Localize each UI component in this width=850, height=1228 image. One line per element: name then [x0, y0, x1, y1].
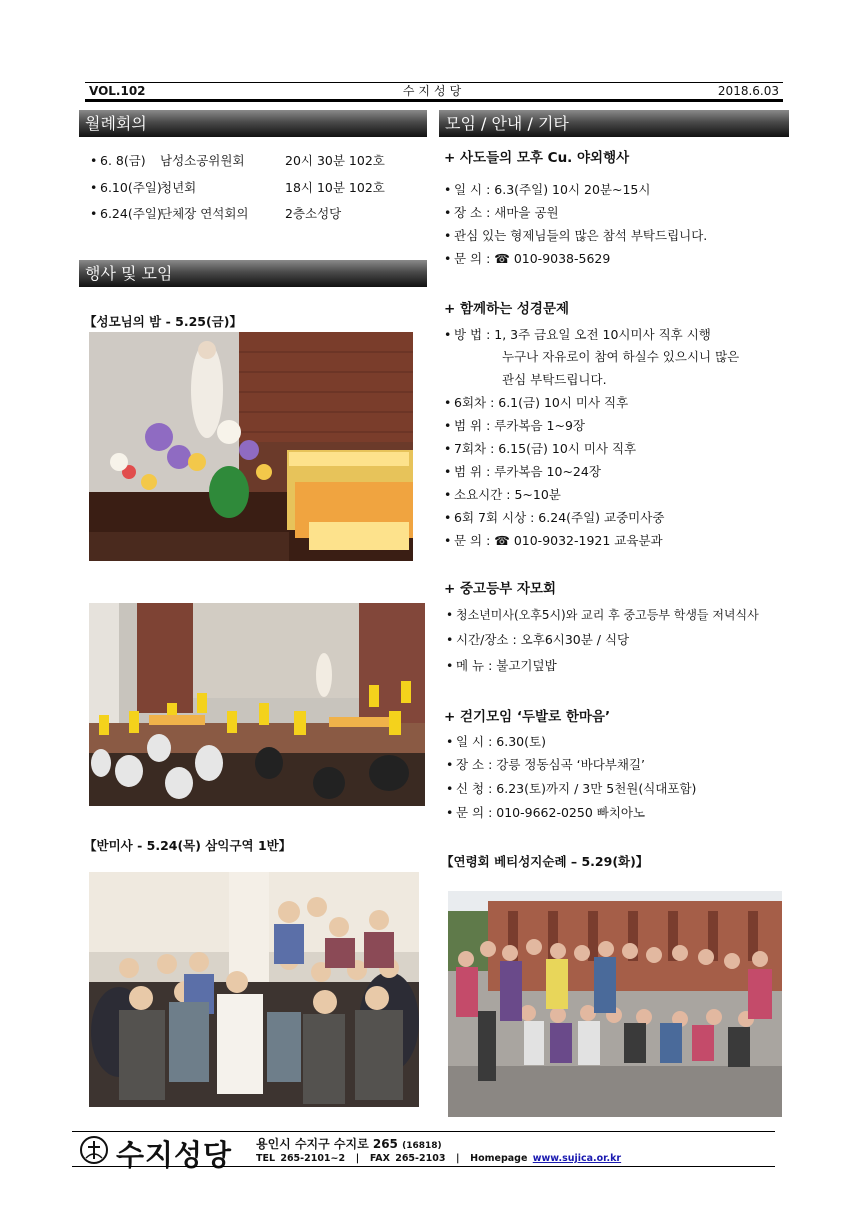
item-text: 범 위 : 루카복음 10~24장	[454, 464, 601, 479]
meeting-place: 18시 10분 102호	[285, 180, 385, 195]
children-performance-photo	[89, 603, 425, 806]
list-item: • 일 시 : 6.3(주일) 10시 20분~15시	[444, 182, 651, 197]
section-heading-bible-quiz: + 함께하는 성경문제	[444, 301, 570, 317]
list-item: • 관심 있는 형제님들의 많은 참석 부탁드립니다.	[444, 228, 708, 243]
meeting-place: 20시 30분 102호	[285, 153, 385, 168]
meeting-date: 6. 8(금)	[100, 153, 146, 168]
volume-number: VOL.102	[89, 84, 146, 98]
telephone: TEL 265-2101~2	[256, 1153, 346, 1164]
fax: FAX 265-2103	[369, 1153, 446, 1164]
pilgrimage-group-photo	[448, 891, 782, 1117]
header-title: 수지성당	[402, 84, 466, 98]
item-text: 관심 있는 형제님들의 많은 참석 부탁드립니다.	[454, 228, 708, 243]
list-item: • 6.24(주일) 단체장 연석회의 2층소성당	[90, 206, 342, 221]
item-text: 청소년미사(오후5시)와 교리 후 중고등부 학생들 저녁식사	[456, 608, 759, 622]
newsletter-header	[85, 82, 783, 102]
meeting-name: 단체장 연석회의	[160, 206, 249, 221]
item-text: 6회 7회 시상 : 6.24(주일) 교중미사중	[454, 510, 665, 525]
list-item: • 시간/장소 : 오후6시30분 / 식당	[446, 632, 630, 647]
item-text: 일 시 : 6.30(토)	[456, 734, 546, 749]
list-item: • 범 위 : 루카복음 10~24장	[444, 464, 601, 479]
item-text: 시간/장소 : 오후6시30분 / 식당	[456, 632, 630, 647]
monthly-meeting-list	[90, 153, 430, 223]
church-address	[256, 1135, 442, 1152]
homepage-label: Homepage	[470, 1153, 528, 1164]
list-item-continuation: 관심 부탁드립니다.	[502, 372, 607, 387]
list-item-continuation: 누구나 자유로이 참여 하실수 있으시니 많은	[502, 349, 740, 364]
item-text: 메 뉴 : 불고기덮밥	[456, 658, 557, 673]
meeting-name: 청년회	[160, 180, 197, 195]
item-text: 문 의 : ☎ 010-9032-1921 교육분과	[454, 533, 663, 548]
church-contact: TEL 265-2101~2 | FAX 265-2103 | Homepage www.sujica.or.kr	[256, 1153, 622, 1164]
issue-date: 2018.6.03	[717, 84, 779, 98]
list-item: • 7회차 : 6.15(금) 10시 미사 직후	[444, 441, 637, 456]
meeting-date: 6.10(주일)	[100, 180, 162, 195]
section-heading-apostles: + 사도들의 모후 Cu. 야외행사	[444, 150, 630, 166]
item-text: 7회차 : 6.15(금) 10시 미사 직후	[454, 441, 637, 456]
district-mass-group-photo	[89, 872, 419, 1107]
meeting-name: 남성소공위원회	[160, 153, 245, 168]
item-text: 6회차 : 6.1(금) 10시 미사 직후	[454, 395, 629, 410]
list-item: • 신 청 : 6.23(토)까지 / 3만 5천원(식대포함)	[446, 781, 697, 796]
footer-bottom-rule	[72, 1166, 775, 1167]
section-heading-youth-parents: + 중고등부 자모회	[444, 581, 556, 597]
item-text: 신 청 : 6.23(토)까지 / 3만 5천원(식대포함)	[456, 781, 697, 796]
item-text: 소요시간 : 5~10분	[454, 487, 561, 502]
photo-caption-district-mass: 【반미사 - 5.24(목) 삼익구역 1반】	[84, 838, 292, 853]
item-text: 범 위 : 루카복음 1~9장	[454, 418, 586, 433]
list-item: • 장 소 : 새마을 공원	[444, 205, 559, 220]
notices-bar: 모임 / 안내 / 기타	[439, 110, 789, 137]
item-text: 문 의 : 010-9662-0250 빠치아노	[456, 805, 646, 820]
list-item: • 일 시 : 6.30(토)	[446, 734, 546, 749]
postcode: (16818)	[402, 1141, 442, 1151]
list-item: • 6. 8(금) 남성소공위원회 20시 30분 102호	[90, 153, 385, 168]
item-text: 방 법 : 1, 3주 금요일 오전 10시미사 직후 시행	[454, 327, 711, 342]
list-item: • 6회 7회 시상 : 6.24(주일) 교중미사중	[444, 510, 665, 525]
events-bar: 행사 및 모임	[79, 260, 427, 287]
list-item: • 6.10(주일) 청년회 18시 10분 102호	[90, 180, 385, 195]
list-item: • 소요시간 : 5~10분	[444, 487, 561, 502]
list-item: • 메 뉴 : 불고기덮밥	[446, 658, 557, 673]
photo-caption-marian-night: 【성모님의 밤 - 5.25(금)】	[84, 314, 242, 329]
list-item: • 문 의 : 010-9662-0250 빠치아노	[446, 805, 646, 820]
monthly-meeting-bar: 월례회의	[79, 110, 427, 137]
list-item: • 6회차 : 6.1(금) 10시 미사 직후	[444, 395, 629, 410]
footer-top-rule	[72, 1131, 775, 1132]
section-heading-walking-club: + 걷기모임 ‘두발로 한마음’	[444, 709, 611, 725]
list-item: • 장 소 : 강릉 정동심곡 ‘바다부채길’	[446, 757, 646, 772]
list-item: • 청소년미사(오후5시)와 교리 후 중고등부 학생들 저녁식사	[446, 608, 759, 622]
homepage-link[interactable]: www.sujica.or.kr	[532, 1153, 622, 1164]
church-logo-icon	[80, 1136, 108, 1164]
church-logo-text: 수지성당	[116, 1138, 233, 1172]
item-text: 장 소 : 새마을 공원	[454, 205, 559, 220]
list-item: • 방 법 : 1, 3주 금요일 오전 10시미사 직후 시행	[444, 327, 711, 342]
item-text: 문 의 : ☎ 010-9038-5629	[454, 251, 611, 266]
address-text: 용인시 수지구 수지로 265	[256, 1137, 398, 1151]
list-item: • 범 위 : 루카복음 1~9장	[444, 418, 586, 433]
photo-caption-pilgrimage: 【연령회 베티성지순례 – 5.29(화)】	[441, 854, 649, 869]
meeting-date: 6.24(주일)	[100, 206, 162, 221]
item-text: 장 소 : 강릉 정동심곡 ‘바다부채길’	[456, 757, 646, 772]
marian-night-photo	[89, 332, 413, 561]
meeting-place: 2층소성당	[285, 206, 342, 221]
list-item: • 문 의 : ☎ 010-9032-1921 교육분과	[444, 533, 663, 548]
item-text: 일 시 : 6.3(주일) 10시 20분~15시	[454, 182, 651, 197]
list-item: • 문 의 : ☎ 010-9038-5629	[444, 251, 611, 266]
